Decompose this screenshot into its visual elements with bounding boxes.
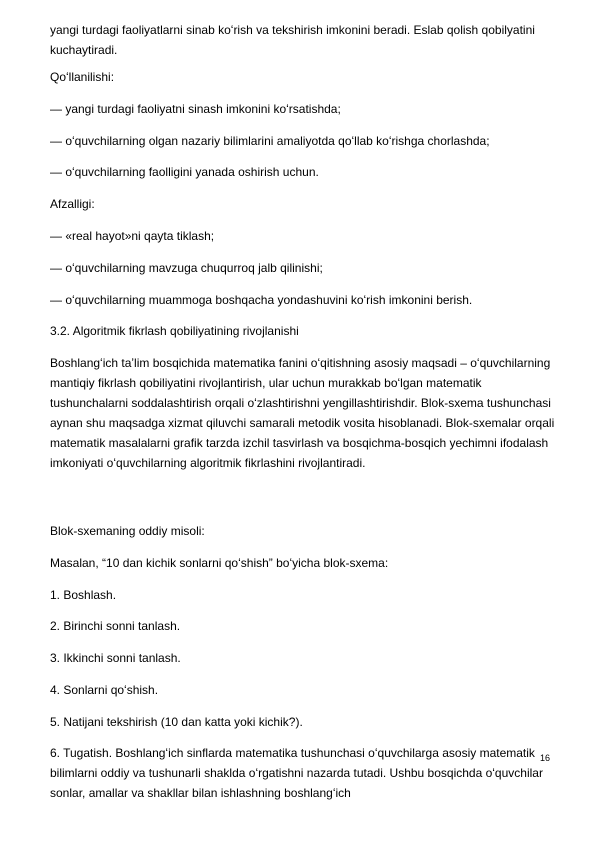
- list-item-step-5: 5. Natijani tekshirish (10 dan katta yoki kichik?).: [50, 715, 303, 729]
- heading-qollanilishi: Qoʻllanilishi:: [50, 70, 115, 84]
- paragraph-example-intro: Masalan, “10 dan kichik sonlarni qoʻshish” boʻyicha blok-sxema:: [50, 556, 389, 570]
- list-item-usage-3: — oʻquvchilarning faolligini yanada oshirish uchun.: [50, 165, 319, 179]
- list-item-step-6: 6. Tugatish. Boshlangʻich sinflarda matematika tushunchasi oʻquvchilarga asosiy matematik bilimlarni oddiy va tushunarli shaklda oʻrgatishni nazarda tutadi. Ushbu bosqichda oʻquvchilar sonlar, amallar va shakllar bilan ishlashning boshlangʻich: [50, 746, 543, 800]
- list-item-advantage-2: — oʻquvchilarning mavzuga chuqurroq jalb qilinishi;: [50, 261, 323, 275]
- list-item-step-3: 3. Ikkinchi sonni tanlash.: [50, 651, 181, 665]
- paragraph-algorithmic-thinking: Boshlangʻich taʼlim bosqichida matematika fanini oʻqitishning asosiy maqsadi – oʻquvchilarning mantiqiy fikrlash qobiliyatini rivojlantirish, ular uchun murakkab boʻlgan matematik tushunchalarni soddalashtirish orqali oʻzlashtirishni yengillashtirishdir. Blok-sxema tushunchasi aynan shu maqsadga xizmat qiluvchi samarali metodik vosita hisoblanadi. Blok-sxemalar orqali matematik masalalarni grafik tarzda izchil tasvirlash va bosqichma-bosqich yechimni ifodalash imkoniyati oʻquvchilarning algoritmik fikrlashini rivojlantiradi.: [50, 356, 555, 470]
- heading-afzalligi: Afzalligi:: [50, 197, 95, 211]
- heading-block-scheme-example: Blok-sxemaning oddiy misoli:: [50, 524, 205, 538]
- list-item-advantage-1: — «real hayot»ni qayta tiklash;: [50, 229, 215, 243]
- paragraph-intro-continuation: yangi turdagi faoliyatlarni sinab koʻrish va tekshirish imkonini beradi. Eslab qolish qobilyatini kuchaytiradi.: [50, 23, 535, 57]
- list-item-advantage-3: — oʻquvchilarning muammoga boshqacha yondashuvini koʻrish imkonini berish.: [50, 293, 473, 307]
- list-item-usage-2: — oʻquvchilarning olgan nazariy bilimlarini amaliyotda qoʻllab koʻrishga chorlashda;: [50, 134, 490, 148]
- page-number: 16: [539, 753, 550, 763]
- list-item-step-4: 4. Sonlarni qoʻshish.: [50, 683, 159, 697]
- list-item-step-1: 1. Boshlash.: [50, 588, 117, 602]
- list-item-step-2: 2. Birinchi sonni tanlash.: [50, 619, 181, 633]
- section-heading-3-2: 3.2. Algoritmik fikrlash qobiliyatining rivojlanishi: [50, 324, 299, 338]
- list-item-usage-1: — yangi turdagi faoliyatni sinash imkonini koʻrsatishda;: [50, 102, 341, 116]
